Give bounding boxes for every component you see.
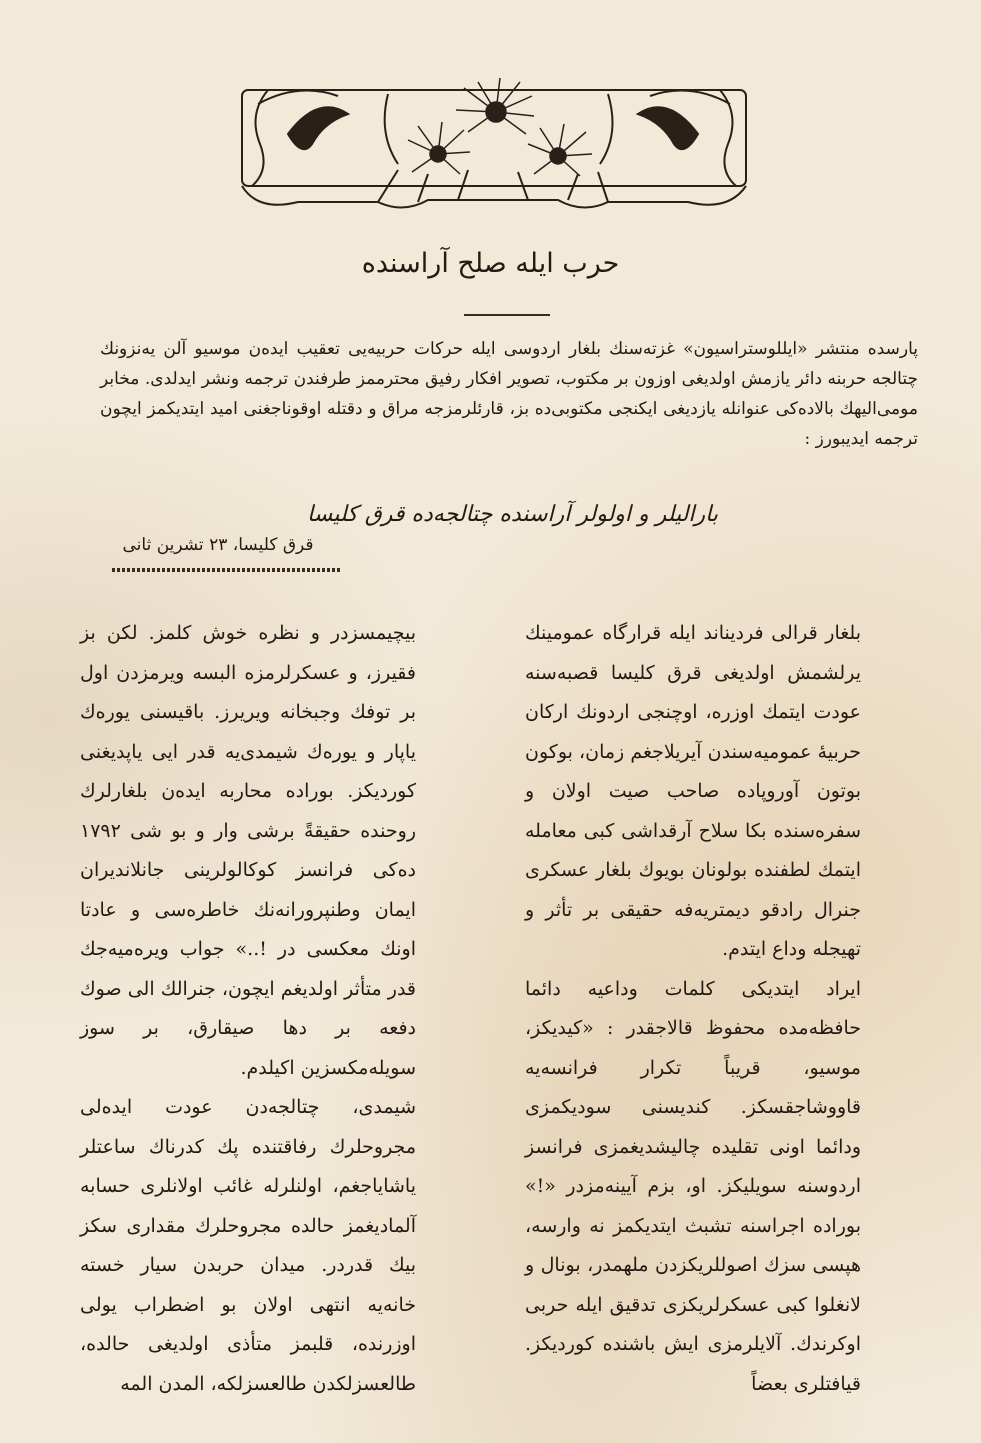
column-paragraph: شیمدی، چتالجه‌دن عودت ایده‌لی مجروحلرك رفاقتنده پك کدرناك ساعتلر یاشایاجغم، اولنلرله غائب اولانلری حسابه آلمادیغمز حالده مجروحلرك مقداری سکز بیك قدردر. میدان حربدن سیار خسته خانه‌یه انتهی اولان بو اضطراب یولی اوزرنده، قلبمز متأذی اولدیغی حالده، طالعسزلکدن طالعسزلکه، المدن المه xyxy=(80,1096,416,1395)
column-paragraph: ایراد ایتدیکی کلمات وداعیه دائما حافظه‌مده محفوظ قالاجقدر : «کیدیکز، موسیو، قریباً تکرار فرانسه‌یه قاووشاجقسکز. کندیسنی سودیکمزی ودائما اونی تقلیده چالیشدیغمزی فرانسز اردوسنه سویلیکز. او، بزم آیینه‌مزدر «!» بوراده اجراسنه تشبث ایتدیکمز نه وارسه، هپسی سزك اصوللریکزدن ملهمدر، بونال و لانغلوا کبی عسکرلریکزی تدقیق ایله حربی اوکرندك. آلایلرمزی ایش باشنده کوردیکز. قیافتلری بعضاً xyxy=(525,977,861,1395)
article-intro xyxy=(100,334,918,454)
article-subheading: بارالیلر و اولولر آراسنده چتالجه‌ده قرق کلیسا xyxy=(307,502,718,527)
column-paragraph: بیچیمسزدر و نظره خوش کلمز. لکن بز فقیرز، و عسکرلرمزه البسه ویرمزدن اول بر توفك وجبخانه ویریرز. باقیسنی یوره‌ك یاپار و یوره‌ك شیمدی‌یه قدر ایی یاپدیغنی کوردیکز. بوراده محاربه ایده‌ن بلغارلرك روحنده حقیقةً برشی وار و بو شی ۱۷۹۲ ده‌کی فرانسز کوکالولرینی جانلاندیران ایمان وطنپرورانه‌نك خاطره‌سی و عادتا اونك معکسی در !..» جواب ویره‌میه‌جك قدر متأثر اولدیغم ایچون، جنرالك الی صوك دفعه بر دها صیقارق، بر سوز سویله‌مکسزین اکیلدم. xyxy=(80,622,416,1079)
column-paragraph: بلغار قرالی فردیناند ایله قرارگاه عمومینك یرلشمش اولدیغی قرق کلیسا قصبه‌سنه عودت ایتمك اوزره، اوچنجی اردونك ارکان حربیهٔ عمومیه‌سندن آیریلاجغم زمان، بوکون بوتون آوروپاده صاحب صیت اولان و سفره‌سنده بکا سلاح آرقداشی کبی معامله ایتمك لطفنده بولونان بویوك بلغار عسکری جنرال رادقو دیمتریه‌فه حقیقی بر تأثر و تهیجله وداع ایتدم. xyxy=(525,622,861,960)
text-column-left xyxy=(80,614,416,1414)
dateline: قرق کلیسا، ۲۳ تشرین ثانی xyxy=(122,535,314,555)
article-title: حرب ایله صلح آراسنده xyxy=(361,248,620,279)
title-divider xyxy=(464,314,550,316)
art-nouveau-floral-ornament xyxy=(228,74,760,214)
intro-paragraph: پارسده منتشر «ایللوستراسیون» غزته‌سنك بلغار اردوسی ایله حرکات حربیه‌یی تعقیب ایده‌ن موسیو آلن یه‌نزونك چتالجه حربنه دائر یازمش اولدیغی اوزون بر مکتوب، تصویر افکار رفیق محترممز طرفندن ترجمه ونشر ایدلدی. مخابر مومی‌الیهك بالاده‌کی عنوانله یازدیغی ایکنجی مکتوبی‌ده بز، قارئلرمزجه مراق و دقتله اوقوناجغنی امید ایتدیکمز ایچون ترجمه ایدیبورز : xyxy=(100,339,918,449)
dateline-divider xyxy=(112,568,342,572)
text-column-right xyxy=(525,614,861,1414)
